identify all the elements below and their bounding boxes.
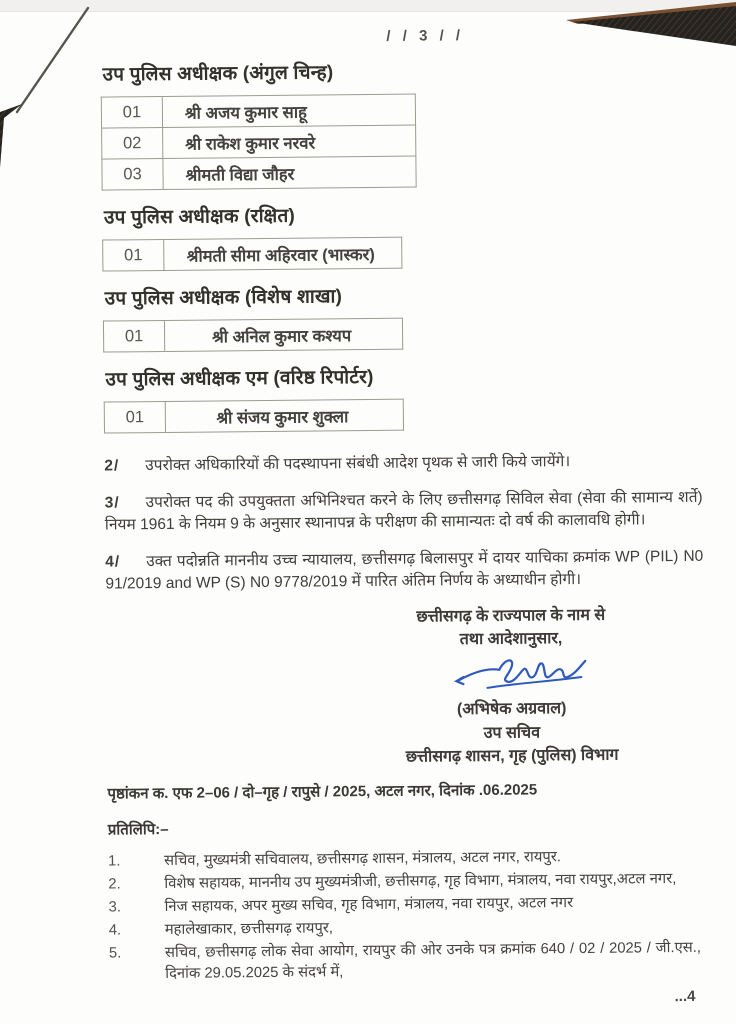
signoff-block xyxy=(346,603,678,769)
row-serial: 01 xyxy=(104,401,165,433)
paragraph-text: उपरोक्त पद की उपयुक्तता अभिनिश्चत करने के लिए छत्तीसगढ़ सिविल सेवा (सेवा की सामान्य शर्ते) नियम 1961 के नियम 9 के अनुसार स्थानापन्न के परीक्षण की सामान्यतः दो वर्ष की कालावधि होगी। xyxy=(104,489,703,534)
officer-table-fingerprint xyxy=(101,94,417,191)
list-item-number: 3. xyxy=(108,899,121,916)
list-item-text: निज सहायक, अपर मुख्य सचिव, गृह विभाग, मंत्रालय, नवा रायपुर, अटल नगर xyxy=(164,895,574,915)
page-number-marker: / / 3 / / xyxy=(386,27,465,45)
list-item xyxy=(108,869,706,896)
on-behalf-line: छत्तीसगढ़ के राज्यपाल के नाम से xyxy=(416,606,606,626)
row-serial: 01 xyxy=(101,96,162,128)
section-title-reserved: उप पुलिस अधीक्षक (रक्षित) xyxy=(103,205,296,229)
section-title-fingerprint: उप पुलिस अधीक्षक (अंगुल चिन्ह) xyxy=(102,62,334,86)
copies-label: प्रतिलिपि:– xyxy=(107,820,169,839)
section-title-special-branch: उप पुलिस अधीक्षक (विशेष शाखा) xyxy=(104,286,343,310)
officer-table-reserved xyxy=(102,237,402,272)
signatory-name: (अभिषेक अग्रवाल) xyxy=(456,700,567,719)
paragraph-2 xyxy=(104,450,702,477)
list-item xyxy=(109,938,707,986)
table-row xyxy=(103,318,402,352)
row-serial: 03 xyxy=(102,158,163,190)
paragraph-number: 4/ xyxy=(105,553,121,571)
list-item xyxy=(109,915,707,942)
list-item-text: विशेष सहायक, माननीय उप मुख्यमंत्रीजी, छत्तीसगढ़, गृह विभाग, मंत्रालय, नवा रायपुर,अटल नगर, xyxy=(164,871,677,892)
list-item-text: महालेखाकार, छत्तीसगढ़ रायपुर, xyxy=(164,920,334,938)
list-item-number: 1. xyxy=(108,853,121,870)
officer-name: श्री अजय कुमार साहू xyxy=(162,94,415,127)
paragraph-text: उपरोक्त अधिकारियों की पदस्थापना संबंधी आदेश पृथक से जारी किये जायेंगे। xyxy=(145,453,571,475)
paragraph-number: 2/ xyxy=(104,457,120,475)
officer-table-senior-reporter xyxy=(104,399,404,434)
row-serial: 02 xyxy=(102,127,163,159)
endorsement-reference-line: पृष्ठांकन क. एफ 2–06 / दो–गृह / रापुसे / 2025, अटल नगर, दिनांक .06.2025 xyxy=(107,781,538,803)
officer-name: श्री अनिल कुमार कश्यप xyxy=(164,318,402,351)
page-continuation-marker: ...4 xyxy=(674,987,696,1006)
list-item-number: 2. xyxy=(108,876,121,893)
paragraph-4 xyxy=(105,546,703,594)
copies-list xyxy=(108,846,707,986)
paragraph-text: उक्त पदोन्नति माननीय उच्च न्यायालय, छत्तीसगढ़ बिलासपुर में दायर याचिका क्रमांक WP (PIL) N0 91/2019 and WP (S) N0 9778/2019 में पारित अंतिम निर्णय के अध्याधीन होगी। xyxy=(105,547,704,593)
officer-name: श्री राकेश कुमार नरवरे xyxy=(163,125,416,158)
list-item xyxy=(108,846,706,873)
signatory-title: उप सचिव xyxy=(483,724,541,742)
officer-name: श्रीमती सीमा अहिरवार (भास्कर) xyxy=(164,237,402,270)
officer-name: श्री संजय कुमार शुक्ला xyxy=(165,399,403,432)
list-item-number: 5. xyxy=(108,945,122,962)
row-serial: 01 xyxy=(103,239,164,271)
list-item xyxy=(108,892,706,919)
list-item-text: सचिव, मुख्यमंत्री सचिवालय, छत्तीसगढ़ शासन, मंत्रालय, अटल नगर, रायपुर. xyxy=(164,849,562,869)
officer-table-special-branch xyxy=(103,318,403,353)
list-item-text: सचिव, छत्तीसगढ़ लोक सेवा आयोग, रायपुर की ओर उनके पत्र क्रमांक 640 / 02 / 2025 / जी.एस., दिनांक 29.05.2025 के संदर्भ में, xyxy=(164,939,702,982)
table-row xyxy=(102,125,416,159)
officer-name: श्रीमती विद्या जौहर xyxy=(163,156,416,189)
as-ordered-line: तथा आदेशानुसार, xyxy=(459,630,563,649)
table-row xyxy=(101,94,415,128)
table-row xyxy=(104,399,403,433)
row-serial: 01 xyxy=(103,320,164,352)
signatory-department: छत्तीसगढ़ शासन, गृह (पुलिस) विभाग xyxy=(405,746,619,766)
paragraph-3 xyxy=(105,487,703,535)
table-row xyxy=(103,237,402,271)
document-content xyxy=(0,10,736,1011)
paragraph-number: 3/ xyxy=(104,494,120,512)
table-row xyxy=(102,156,416,190)
section-title-senior-reporter: उप पुलिस अधीक्षक एम (वरिष्ठ रिपोर्टर) xyxy=(105,366,374,391)
list-item-number: 4. xyxy=(108,922,122,939)
